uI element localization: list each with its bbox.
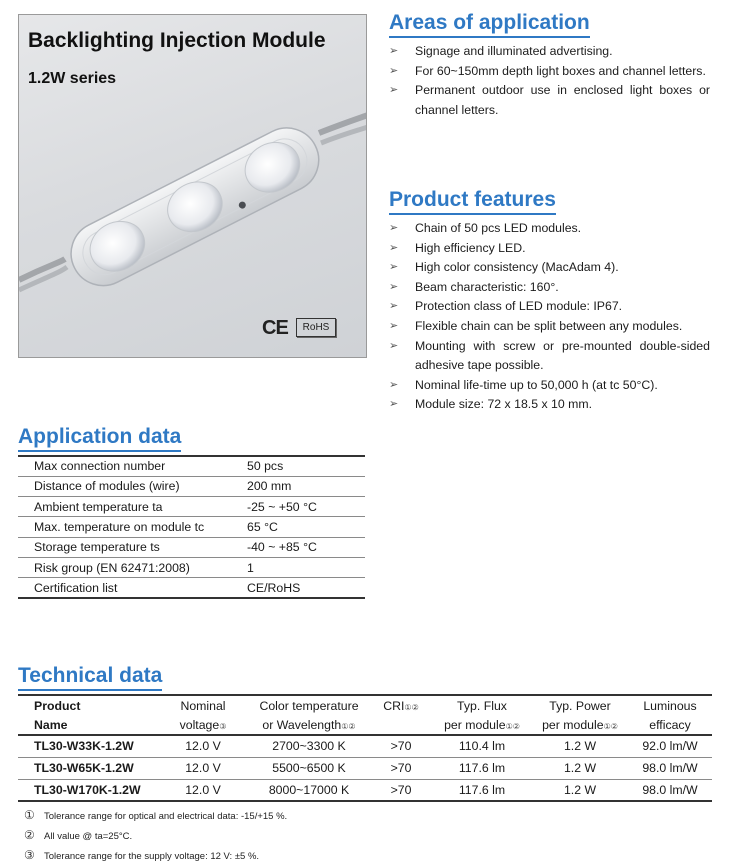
table-row: Max connection number 50 pcs xyxy=(18,456,365,476)
arrow-bullet-icon: ➢ xyxy=(389,84,399,97)
table-row: Risk group (EN 62471:2008) 1 xyxy=(18,557,365,577)
led-module-illustration xyxy=(19,15,367,358)
list-item: ➢ Mounting with screw or pre-mounted double-sided adhesive tape possible. xyxy=(389,338,710,373)
arrow-bullet-icon: ➢ xyxy=(389,339,399,352)
list-item: ➢ Module size: 72 x 18.5 x 10 mm. xyxy=(389,395,710,415)
arrow-bullet-icon: ➢ xyxy=(389,45,399,57)
arrow-bullet-icon: ➢ xyxy=(389,241,399,254)
list-item: ➢ Nominal life-time up to 50,000 h (at tc 50°C). xyxy=(389,376,710,396)
list-item: ➢ Beam characteristic: 160°. xyxy=(389,278,710,298)
arrow-bullet-icon: ➢ xyxy=(389,398,399,411)
technical-heading: Technical data xyxy=(18,664,162,691)
table-header-row: Name voltage③ or Wavelength①② per module①② per module①② efficacy xyxy=(18,715,712,735)
arrow-bullet-icon: ➢ xyxy=(389,64,399,77)
technical-data-table xyxy=(18,694,712,802)
list-item: ➢ Flexible chain can be split between any modules. xyxy=(389,317,710,337)
table-header-row: Product Nominal Color temperature CRI①② Typ. Flux Typ. Power Luminous xyxy=(18,695,712,715)
features-list xyxy=(389,219,710,415)
application-heading: Application data xyxy=(18,425,181,452)
list-item: ➢ Chain of 50 pcs LED modules. xyxy=(389,219,710,239)
list-item: ➢ For 60~150mm depth light boxes and channel letters. xyxy=(389,62,710,82)
list-item: ➢ Permanent outdoor use in enclosed light boxes or channel letters. xyxy=(389,83,710,117)
table-row: TL30-W33K-1.2W 12.0 V 2700~3300 K >70 110.4 lm 1.2 W 92.0 lm/W xyxy=(18,735,712,757)
table-row: TL30-W65K-1.2W 12.0 V 5500~6500 K >70 117.6 lm 1.2 W 98.0 lm/W xyxy=(18,757,712,779)
table-row: Ambient temperature ta -25 ~ +50 °C xyxy=(18,497,365,517)
footnote: ③ Tolerance range for the supply voltage: 12 V: ±5 %. xyxy=(24,848,260,862)
arrow-bullet-icon: ➢ xyxy=(389,261,399,274)
list-item: ➢ High efficiency LED. xyxy=(389,239,710,259)
list-item: ➢ High color consistency (MacAdam 4). xyxy=(389,258,710,278)
arrow-bullet-icon: ➢ xyxy=(389,280,399,293)
arrow-bullet-icon: ➢ xyxy=(389,378,399,391)
areas-heading: Areas of application xyxy=(389,11,590,38)
table-row: Storage temperature ts -40 ~ +85 °C xyxy=(18,537,365,557)
table-row: Certification list CE/RoHS xyxy=(18,578,365,598)
table-row: Distance of modules (wire) 200 mm xyxy=(18,476,365,496)
arrow-bullet-icon: ➢ xyxy=(389,319,399,332)
arrow-bullet-icon: ➢ xyxy=(389,300,399,313)
footnote: ② All value @ ta=25°C. xyxy=(24,828,133,842)
product-photo xyxy=(18,14,367,358)
product-title: Backlighting Injection Module xyxy=(28,29,326,52)
product-series: 1.2W series xyxy=(28,70,117,87)
list-item: ➢ Protection class of LED module: IP67. xyxy=(389,297,710,317)
rohs-logo: RoHS xyxy=(296,318,336,337)
footnote: ① Tolerance range for optical and electrical data: -15/+15 %. xyxy=(24,808,288,822)
ce-logo: CE xyxy=(262,317,288,339)
arrow-bullet-icon: ➢ xyxy=(389,222,399,234)
table-row: TL30-W170K-1.2W 12.0 V 8000~17000 K >70 117.6 lm 1.2 W 98.0 lm/W xyxy=(18,779,712,801)
table-row: Max. temperature on module tc 65 °C xyxy=(18,517,365,537)
areas-list xyxy=(389,42,710,120)
application-data-table xyxy=(18,455,365,599)
list-item: ➢ Signage and illuminated advertising. xyxy=(389,42,710,62)
features-heading: Product features xyxy=(389,188,556,215)
